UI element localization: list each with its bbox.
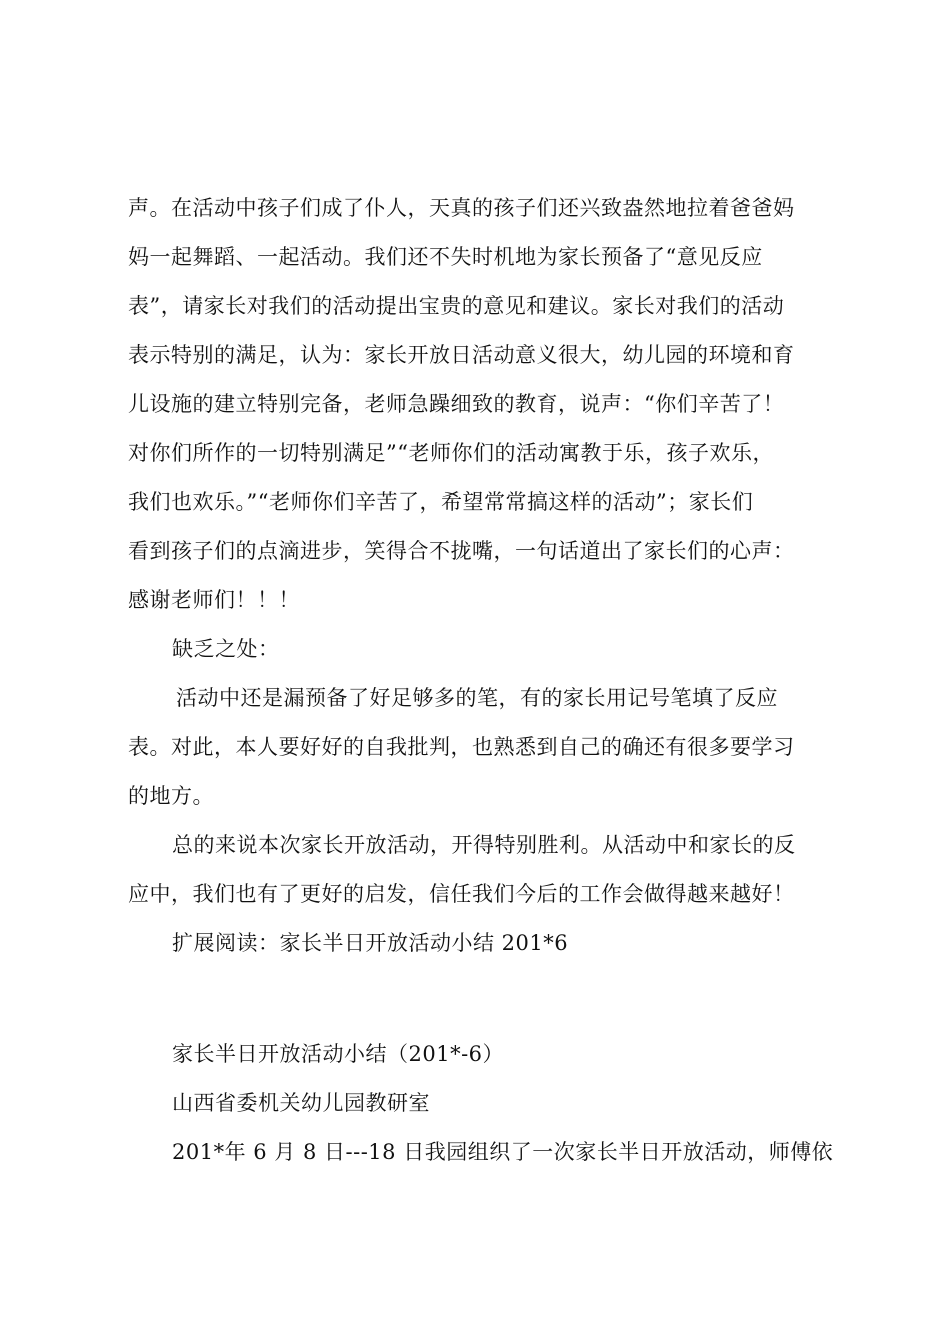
body-line-2: 妈一起舞蹈、一起活动。我们还不失时机地为家长预备了“意见反应 bbox=[128, 245, 763, 269]
article-author: 山西省委机关幼儿园教研室 bbox=[172, 1091, 430, 1115]
body-line-9: 感谢老师们！！！ bbox=[128, 588, 300, 612]
article-first-line: 201*年 6 月 8 日---18 日我园组织了一次家长半日开放活动，师傅依 bbox=[172, 1140, 834, 1164]
body-line-14: 总的来说本次家长开放活动，开得特别胜利。从活动中和家长的反 bbox=[172, 833, 796, 857]
article-title: 家长半日开放活动小结（201*-6） bbox=[172, 1042, 505, 1066]
body-line-3: 表”，请家长对我们的活动提出宝贵的意见和建议。家长对我们的活动 bbox=[128, 294, 785, 318]
body-line-13: 的地方。 bbox=[128, 784, 214, 808]
body-line-5: 儿设施的建立特别完备，老师急躁细致的教育，说声：“你们辛苦了！ bbox=[128, 392, 785, 416]
body-line-1: 声。在活动中孩子们成了仆人，天真的孩子们还兴致盎然地拉着爸爸妈 bbox=[128, 196, 795, 220]
extended-reading-line: 扩展阅读：家长半日开放活动小结 201*6 bbox=[172, 931, 569, 955]
body-line-15: 应中，我们也有了更好的启发，信任我们今后的工作会做得越来越好！ bbox=[128, 882, 795, 906]
body-line-4: 表示特别的满足，认为：家长开放日活动意义很大，幼儿园的环境和育 bbox=[128, 343, 795, 367]
body-line-12: 表。对此，本人要好好的自我批判，也熟悉到自己的确还有很多要学习 bbox=[128, 735, 795, 759]
body-line-11: 活动中还是漏预备了好足够多的笔，有的家长用记号笔填了反应 bbox=[176, 686, 778, 710]
body-line-8: 看到孩子们的点滴进步，笑得合不拢嘴，一句话道出了家长们的心声： bbox=[128, 539, 795, 563]
section-heading-shortcomings: 缺乏之处： bbox=[172, 637, 280, 661]
body-line-6: 对你们所作的一切特别满足”“老师你们的活动寓教于乐，孩子欢乐， bbox=[128, 441, 774, 465]
body-line-7: 我们也欢乐。”“老师你们辛苦了，希望常常搞这样的活动”；家长们 bbox=[128, 490, 754, 514]
